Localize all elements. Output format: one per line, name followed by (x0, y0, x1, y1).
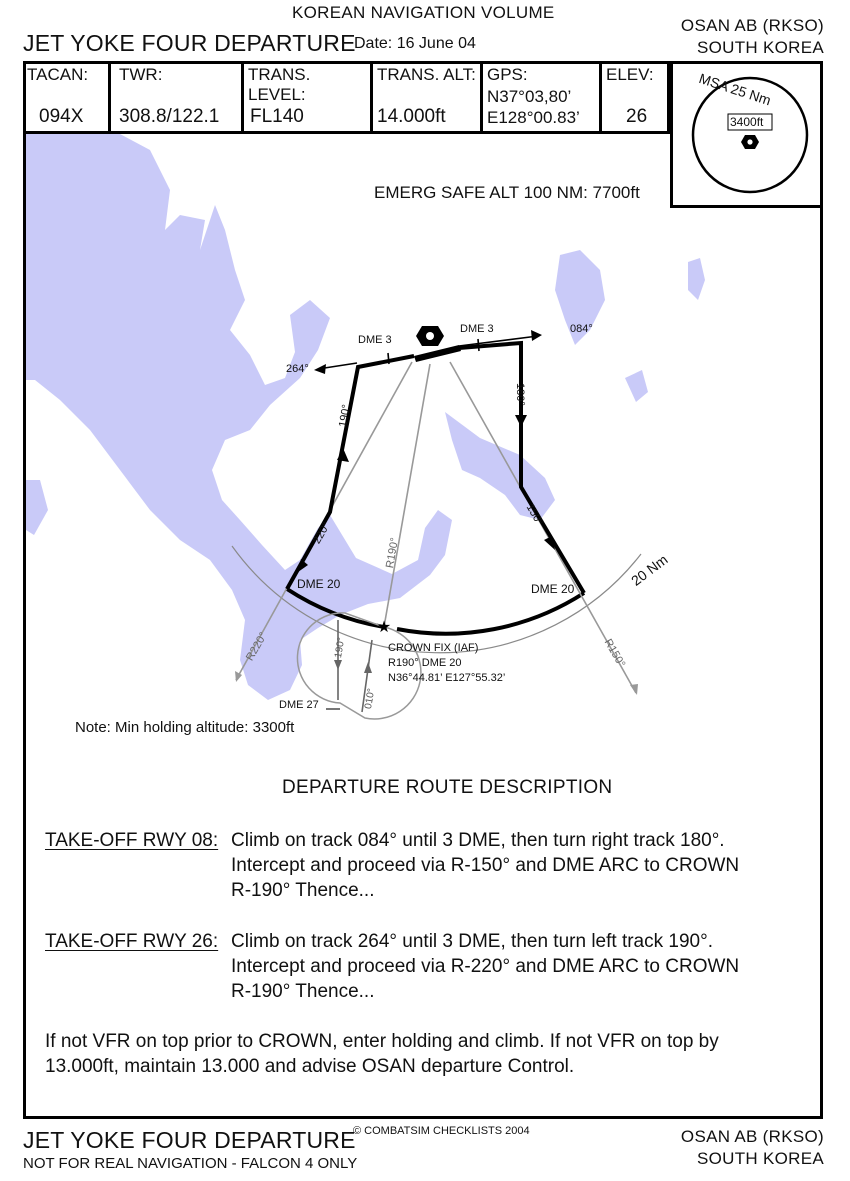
msa-tacan-icon (741, 135, 759, 149)
crown-fix-icon: ★ (376, 619, 392, 636)
arc-segment-right (397, 593, 584, 634)
gps-label: GPS: (487, 65, 528, 84)
crown-fix-coord: N36°44.81’ E127°55.32’ (388, 672, 506, 684)
water-areas (26, 134, 705, 700)
tacan-cell (23, 61, 111, 131)
track-220-label: 220° (311, 520, 333, 546)
chart-date: Date: 16 June 04 (354, 35, 476, 52)
tower-cell (111, 61, 244, 131)
holding-note: Note: Min holding altitude: 3300ft (75, 719, 295, 736)
track-190-label: 190° (337, 403, 353, 429)
heading-264-label: 264° (286, 363, 309, 375)
msa-altitude: 3400ft (730, 115, 764, 129)
footer-airport: OSAN AB (RKSO) (680, 1127, 824, 1146)
rwy08-label: TAKE-OFF RWY 08: (45, 830, 219, 851)
radial-150-label: R150° (601, 637, 628, 670)
track-180-label: 180° (514, 383, 526, 406)
trans-level-cell (244, 61, 373, 131)
tower-value: 308.8/122.1 (119, 106, 220, 127)
crown-fix-radial: R190° DME 20 (388, 657, 462, 669)
elevation-value: 26 (626, 106, 648, 127)
rwy08-text: Climb on track 084° until 3 DME, then turn right track 180°. Intercept and proceed via R-150° and DME ARC to CROWN R-190° Thence... (231, 830, 740, 901)
footer-title: JET YOKE FOUR DEPARTURE (23, 1127, 356, 1153)
dme20-right-label: DME 20 (531, 582, 575, 596)
country-name: SOUTH KOREA (696, 38, 824, 57)
page-title: JET YOKE FOUR DEPARTURE (23, 30, 356, 56)
disclaimer: NOT FOR REAL NAVIGATION - FALCON 4 ONLY (23, 1155, 358, 1172)
arrow-190 (337, 448, 349, 462)
trans-level-value: FL140 (250, 106, 304, 127)
crown-fix-name: CROWN FIX (IAF) (388, 642, 479, 654)
dme3-right-label: DME 3 (460, 323, 494, 335)
copyright: © COMBATSIM CHECKLISTS 2004 (353, 1125, 530, 1137)
hold-arrow-010 (364, 662, 372, 673)
tacan-icon (416, 326, 444, 346)
dme20-left-label: DME 20 (297, 577, 341, 591)
trans-alt-label: TRANS. ALT: (377, 65, 476, 84)
volume-title: KOREAN NAVIGATION VOLUME (292, 3, 555, 22)
msa-label: MSA 25 Nm (697, 70, 774, 109)
heading-084-label: 084° (570, 323, 593, 335)
radial-190-label: R190° (384, 536, 402, 570)
gps-east: E128°00.83’ (487, 108, 580, 127)
tacan-value: 094X (39, 106, 84, 127)
hold-arrow-190 (334, 660, 342, 670)
tower-label: TWR: (119, 65, 163, 84)
footer-country: SOUTH KOREA (696, 1149, 824, 1168)
hold-010-label: 010° (363, 687, 378, 710)
arrow-180 (515, 415, 527, 427)
rwy26-text: Climb on track 264° until 3 DME, then turn left track 190°. Intercept and proceed via R-220° and DME ARC to CROWN R-190° Thence... (231, 931, 740, 1002)
vfr-instructions: If not VFR on top prior to CROWN, enter holding and climb. If not VFR on top by 13.000ft, maintain 13.000 and advise OSAN departure Control. (45, 1031, 719, 1077)
emerg-safe-alt: EMERG SAFE ALT 100 NM: 7700ft (374, 183, 640, 202)
dme27-label: DME 27 (279, 699, 319, 711)
arrow-084 (531, 330, 542, 341)
info-bar (23, 61, 670, 134)
trans-level-label: TRANS. LEVEL: (248, 65, 311, 104)
radial-220-label: R220° (244, 630, 270, 663)
gps-north: N37°03,80’ (487, 87, 572, 106)
tacan-label: TACAN: (27, 65, 89, 84)
msa-circle (673, 61, 823, 205)
arrow-264 (314, 364, 326, 374)
runway (414, 345, 461, 362)
rwy26-label: TAKE-OFF RWY 26: (45, 931, 219, 952)
description-heading: DEPARTURE ROUTE DESCRIPTION (282, 777, 613, 798)
elevation-cell (602, 61, 670, 131)
arc-20nm-label: 20 Nm (628, 551, 671, 589)
dme3-left-label: DME 3 (358, 334, 392, 346)
crown-fix-info (388, 641, 505, 686)
trans-alt-value: 14.000ft (377, 106, 446, 127)
trans-alt-cell (373, 61, 483, 131)
airport-name: OSAN AB (RKSO) (680, 16, 824, 35)
r150-arrow (630, 684, 638, 695)
msa-box (670, 61, 823, 208)
elevation-label: ELEV: (606, 65, 654, 84)
hold-190-label: 190° (333, 636, 348, 659)
gps-cell (483, 61, 602, 131)
track-150-label: 150° (523, 502, 546, 528)
